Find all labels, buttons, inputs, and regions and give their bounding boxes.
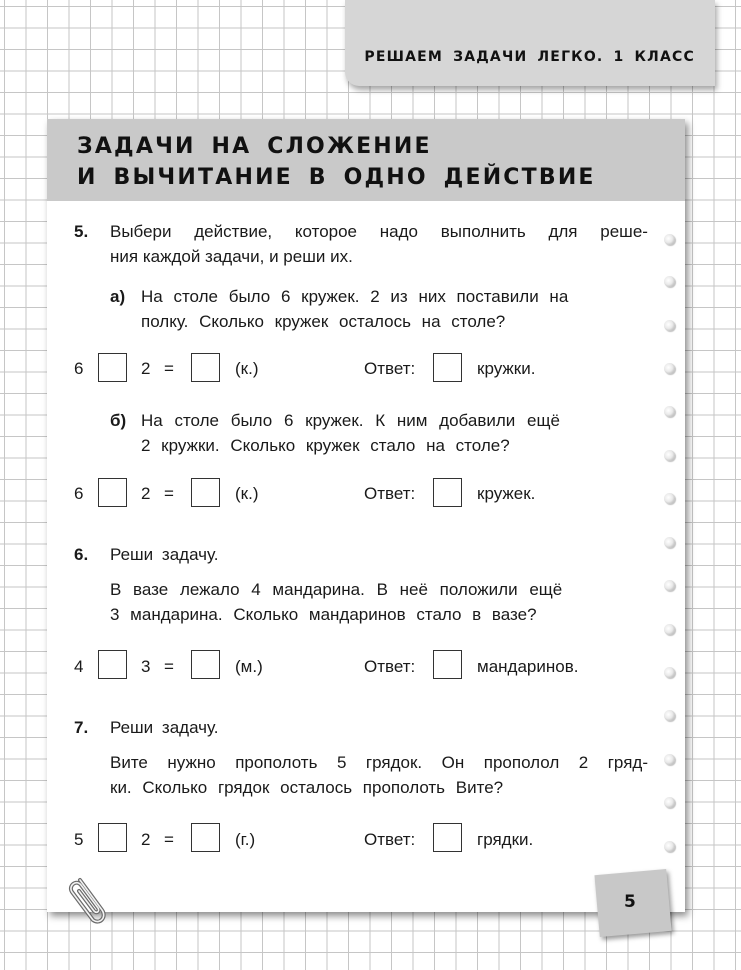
- task-7-text-line-2: ки. Сколько грядок осталось прополоть Вите?: [110, 778, 504, 797]
- binding-hole: [664, 450, 675, 461]
- task-7-operator-box[interactable]: [98, 823, 127, 852]
- page-number: 5: [624, 892, 636, 912]
- task-7-answer-word: грядки.: [477, 830, 534, 849]
- binding-hole: [664, 363, 675, 374]
- task-5b-operator-box[interactable]: [98, 478, 127, 507]
- section-title-line-1: ЗАДАЧИ НА СЛОЖЕНИЕ: [77, 134, 432, 159]
- task-5-instruction-line-2: ния каждой задачи, и реши их.: [110, 247, 353, 266]
- binding-hole: [664, 710, 675, 721]
- task-5b-operand-1: 6: [74, 484, 84, 503]
- binding-hole: [664, 754, 675, 765]
- task-5a-answer-box[interactable]: [433, 353, 462, 382]
- task-7-answer-label: Ответ:: [364, 830, 416, 849]
- binding-hole: [664, 493, 675, 504]
- task-7-result-box[interactable]: [191, 823, 220, 852]
- task-6-answer-word: мандаринов.: [477, 657, 579, 676]
- section-header: [47, 119, 685, 201]
- binding-hole: [664, 537, 675, 548]
- task-5b-label: б): [110, 411, 127, 430]
- task-5-instruction-line-1: Выбери действие, которое надо выполнить для реше-: [110, 222, 648, 241]
- task-7-unit: (г.): [235, 830, 256, 849]
- task-5b-operand-2: 2: [141, 484, 151, 503]
- task-7-operand-1: 5: [74, 830, 84, 849]
- task-5a-operator-box[interactable]: [98, 353, 127, 382]
- task-6-operand-2: 3: [141, 657, 151, 676]
- section-title-line-2: И ВЫЧИТАНИЕ В ОДНО ДЕЙСТВИЕ: [77, 165, 596, 190]
- task-5a-answer-word: кружки.: [477, 359, 536, 378]
- task-5b-text-line-1: На столе было 6 кружек. К ним добавили ещё: [141, 411, 560, 430]
- task-7-answer-box[interactable]: [433, 823, 462, 852]
- binding-hole: [664, 276, 675, 287]
- task-5a-label: а): [110, 287, 126, 306]
- task-6-operand-1: 4: [74, 657, 84, 676]
- binding-hole: [664, 841, 675, 852]
- binding-hole: [664, 406, 675, 417]
- task-7-text-line-1: Вите нужно прополоть 5 грядок. Он прополол 2 гряд-: [110, 753, 648, 772]
- binding-hole: [664, 624, 675, 635]
- task-6-answer-label: Ответ:: [364, 657, 416, 676]
- task-5a-answer-label: Ответ:: [364, 359, 416, 378]
- task-5-number: 5.: [74, 222, 89, 241]
- task-7-operand-2: 2: [141, 830, 151, 849]
- binding-hole: [664, 320, 675, 331]
- task-6-equals: =: [164, 657, 174, 676]
- task-6-unit: (м.): [235, 657, 263, 676]
- task-5b-result-box[interactable]: [191, 478, 220, 507]
- task-5a-text-line-1: На столе было 6 кружек. 2 из них поставили на: [141, 287, 569, 306]
- task-7-instruction: Реши задачу.: [110, 718, 219, 737]
- task-5b-answer-box[interactable]: [433, 478, 462, 507]
- task-6-answer-box[interactable]: [433, 650, 462, 679]
- task-6-number: 6.: [74, 545, 89, 564]
- task-5b-answer-label: Ответ:: [364, 484, 416, 503]
- task-5a-operand-1: 6: [74, 359, 84, 378]
- binding-hole: [664, 667, 675, 678]
- task-5b-answer-word: кружек.: [477, 484, 536, 503]
- task-5a-operand-2: 2: [141, 359, 151, 378]
- paperclip-icon: [66, 870, 116, 930]
- task-5a-text-line-2: полку. Сколько кружек осталось на столе?: [141, 312, 506, 331]
- task-7-number: 7.: [74, 718, 89, 737]
- binding-hole: [664, 797, 675, 808]
- binding-hole: [664, 580, 675, 591]
- task-5a-result-box[interactable]: [191, 353, 220, 382]
- task-6-text-line-2: 3 мандарина. Сколько мандаринов стало в вазе?: [110, 605, 537, 624]
- task-5a-unit: (к.): [235, 359, 259, 378]
- series-tab: [345, 0, 715, 86]
- binding-hole: [664, 234, 675, 245]
- task-7-equals: =: [164, 830, 174, 849]
- task-6-instruction: Реши задачу.: [110, 545, 219, 564]
- task-6-operator-box[interactable]: [98, 650, 127, 679]
- task-5b-text-line-2: 2 кружки. Сколько кружек стало на столе?: [141, 436, 510, 455]
- task-5b-unit: (к.): [235, 484, 259, 503]
- series-title: РЕШАЕМ ЗАДАЧИ ЛЕГКО. 1 КЛАСС: [364, 49, 695, 65]
- task-6-result-box[interactable]: [191, 650, 220, 679]
- task-6-text-line-1: В вазе лежало 4 мандарина. В неё положили ещё: [110, 580, 563, 599]
- task-5a-equals: =: [164, 359, 174, 378]
- task-5b-equals: =: [164, 484, 174, 503]
